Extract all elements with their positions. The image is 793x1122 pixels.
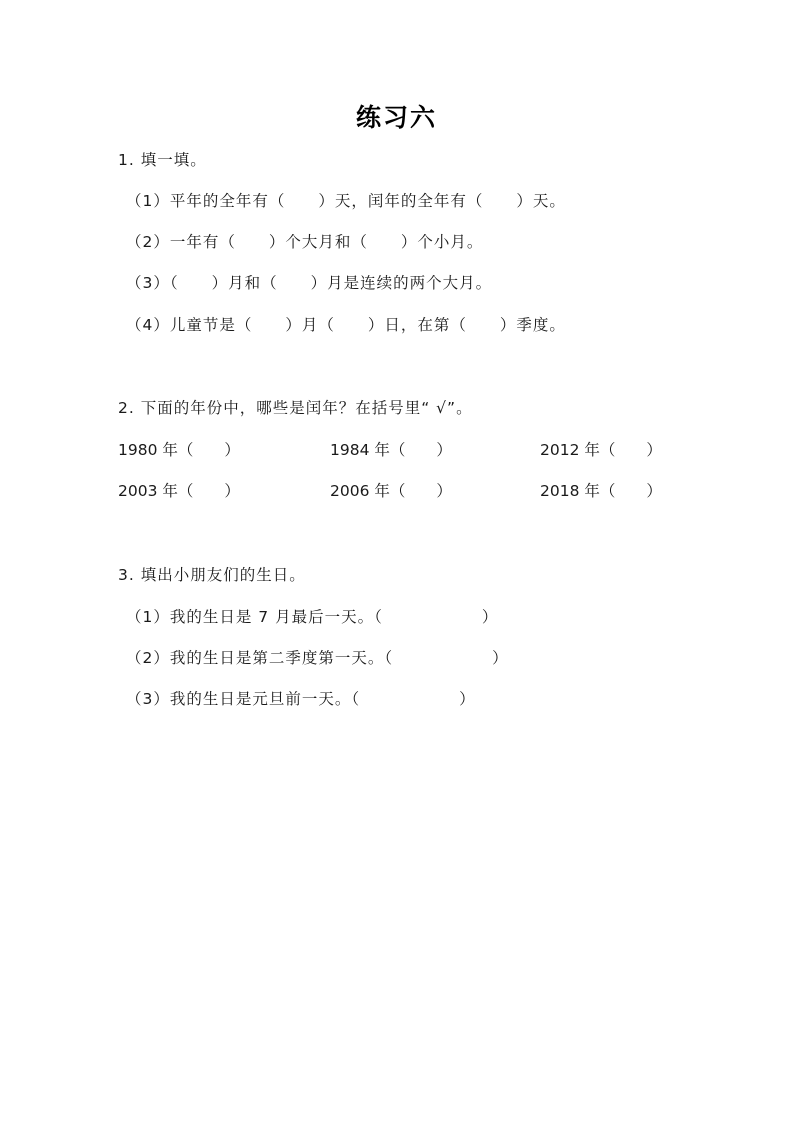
question-3-2: （2）我的生日是第二季度第一天。（ ） xyxy=(126,649,509,667)
question-1-2: （2）一年有（ ）个大月和（ ）个小月。 xyxy=(126,233,484,251)
section-1-heading: 1. 填一填。 xyxy=(118,151,207,169)
year-2006: 2006 年（ ） xyxy=(330,482,452,500)
year-2018: 2018 年（ ） xyxy=(540,482,662,500)
question-3-1: （1）我的生日是 7 月最后一天。（ ） xyxy=(126,608,499,626)
year-1980: 1980 年（ ） xyxy=(118,441,240,459)
question-3-3: （3）我的生日是元旦前一天。（ ） xyxy=(126,690,476,708)
question-1-3: （3）（ ）月和（ ）月是连续的两个大月。 xyxy=(126,274,493,292)
page-title: 练习六 xyxy=(355,103,437,132)
question-1-4: （4）儿童节是（ ）月（ ）日，在第（ ）季度。 xyxy=(126,316,566,334)
question-1-1: （1）平年的全年有（ ）天，闰年的全年有（ ）天。 xyxy=(126,192,566,210)
year-1984: 1984 年（ ） xyxy=(330,441,452,459)
section-3-heading: 3. 填出小朋友们的生日。 xyxy=(118,566,306,584)
year-2003: 2003 年（ ） xyxy=(118,482,240,500)
section-2-heading: 2. 下面的年份中，哪些是闰年？在括号里“ √”。 xyxy=(118,399,473,417)
year-2012: 2012 年（ ） xyxy=(540,441,662,459)
